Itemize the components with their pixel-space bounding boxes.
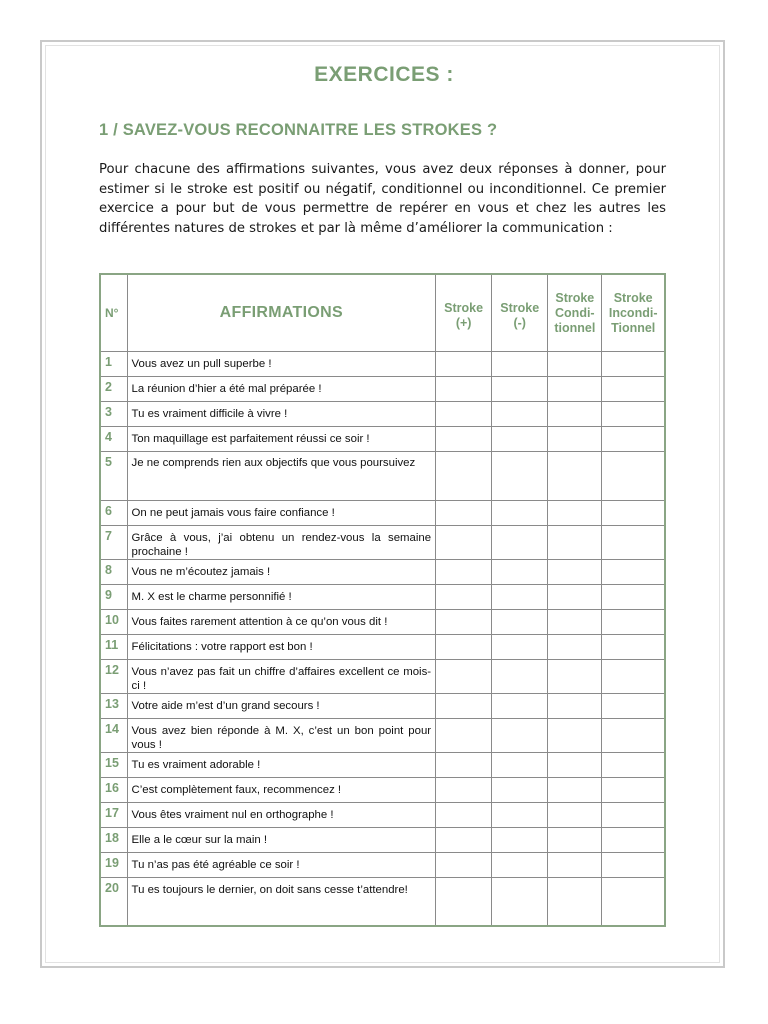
row-number: 10	[100, 609, 127, 634]
header-stroke-unconditional-line1: Stroke	[613, 291, 653, 305]
answer-cell-unconditional[interactable]	[602, 609, 665, 634]
row-statement: Ton maquillage est parfaitement réussi ce soir !	[127, 426, 436, 451]
answer-cell-conditional[interactable]	[548, 451, 602, 500]
answer-cell-positive[interactable]	[436, 802, 492, 827]
answer-cell-unconditional[interactable]	[602, 659, 665, 693]
row-number: 16	[100, 777, 127, 802]
answer-cell-conditional[interactable]	[548, 609, 602, 634]
header-stroke-negative-line1: Stroke	[500, 300, 540, 315]
answer-cell-conditional[interactable]	[548, 525, 602, 559]
table-row	[100, 852, 665, 877]
answer-cell-positive[interactable]	[436, 659, 492, 693]
answer-cell-conditional[interactable]	[548, 852, 602, 877]
answer-cell-positive[interactable]	[436, 401, 492, 426]
row-statement: Tu es toujours le dernier, on doit sans cesse t’attendre!	[127, 877, 436, 926]
answer-cell-conditional[interactable]	[548, 584, 602, 609]
row-number: 5	[100, 451, 127, 500]
header-stroke-conditional-line1: Stroke	[555, 291, 595, 305]
answer-cell-unconditional[interactable]	[602, 827, 665, 852]
row-statement: Félicitations : votre rapport est bon !	[127, 634, 436, 659]
answer-cell-conditional[interactable]	[548, 426, 602, 451]
table-row	[100, 401, 665, 426]
answer-cell-negative[interactable]	[492, 500, 548, 525]
header-stroke-positive-line1: Stroke	[444, 300, 484, 315]
table-header-row	[100, 274, 665, 351]
row-statement: Vous avez bien réponde à M. X, c’est un bon point pour vous !	[127, 718, 436, 752]
answer-cell-unconditional[interactable]	[602, 802, 665, 827]
answer-cell-negative[interactable]	[492, 827, 548, 852]
row-statement: Vous avez un pull superbe !	[127, 351, 436, 376]
table-row	[100, 718, 665, 752]
answer-cell-positive[interactable]	[436, 718, 492, 752]
table-row	[100, 584, 665, 609]
answer-cell-negative[interactable]	[492, 351, 548, 376]
answer-cell-positive[interactable]	[436, 877, 492, 926]
row-statement: Tu n’as pas été agréable ce soir !	[127, 852, 436, 877]
row-number: 19	[100, 852, 127, 877]
row-number: 2	[100, 376, 127, 401]
answer-cell-negative[interactable]	[492, 376, 548, 401]
answer-cell-conditional[interactable]	[548, 559, 602, 584]
header-stroke-negative	[492, 274, 548, 351]
answer-cell-negative[interactable]	[492, 525, 548, 559]
table-row	[100, 777, 665, 802]
answer-cell-positive[interactable]	[436, 351, 492, 376]
row-number: 20	[100, 877, 127, 926]
answer-cell-negative[interactable]	[492, 802, 548, 827]
header-stroke-conditional-line3: tionnel	[554, 321, 596, 335]
answer-cell-unconditional[interactable]	[602, 500, 665, 525]
header-stroke-positive-line2: (+)	[455, 315, 472, 330]
answer-cell-unconditional[interactable]	[602, 525, 665, 559]
answer-cell-positive[interactable]	[436, 752, 492, 777]
row-statement: Vous n’avez pas fait un chiffre d’affaires excellent ce mois-ci !	[127, 659, 436, 693]
answer-cell-conditional[interactable]	[548, 877, 602, 926]
answer-cell-conditional[interactable]	[548, 376, 602, 401]
row-statement: Votre aide m’est d’un grand secours !	[127, 693, 436, 718]
table-row	[100, 752, 665, 777]
answer-cell-positive[interactable]	[436, 584, 492, 609]
row-statement: M. X est le charme personnifié !	[127, 584, 436, 609]
answer-cell-unconditional[interactable]	[602, 693, 665, 718]
table-row	[100, 693, 665, 718]
answer-cell-unconditional[interactable]	[602, 351, 665, 376]
header-affirmations: AFFIRMATIONS	[127, 274, 436, 351]
header-stroke-conditional	[548, 274, 602, 351]
answer-cell-unconditional[interactable]	[602, 559, 665, 584]
answer-cell-conditional[interactable]	[548, 659, 602, 693]
table-row	[100, 877, 665, 926]
answer-cell-negative[interactable]	[492, 451, 548, 500]
answer-cell-unconditional[interactable]	[602, 718, 665, 752]
exercise-table	[99, 273, 666, 927]
table-row	[100, 451, 665, 500]
answer-cell-unconditional[interactable]	[602, 852, 665, 877]
answer-cell-negative[interactable]	[492, 877, 548, 926]
answer-cell-negative[interactable]	[492, 718, 548, 752]
answer-cell-conditional[interactable]	[548, 752, 602, 777]
answer-cell-conditional[interactable]	[548, 500, 602, 525]
row-statement: C’est complètement faux, recommencez !	[127, 777, 436, 802]
row-number: 12	[100, 659, 127, 693]
answer-cell-conditional[interactable]	[548, 634, 602, 659]
header-stroke-conditional-line2: Condi-	[555, 306, 595, 320]
answer-cell-unconditional[interactable]	[602, 584, 665, 609]
answer-cell-negative[interactable]	[492, 559, 548, 584]
answer-cell-positive[interactable]	[436, 693, 492, 718]
table-row	[100, 827, 665, 852]
answer-cell-positive[interactable]	[436, 451, 492, 500]
answer-cell-positive[interactable]	[436, 852, 492, 877]
row-number: 14	[100, 718, 127, 752]
row-number: 11	[100, 634, 127, 659]
answer-cell-unconditional[interactable]	[602, 777, 665, 802]
answer-cell-positive[interactable]	[436, 559, 492, 584]
table-row	[100, 500, 665, 525]
header-stroke-unconditional-line2: Incondi-	[608, 306, 658, 320]
answer-cell-unconditional[interactable]	[602, 376, 665, 401]
answer-cell-positive[interactable]	[436, 777, 492, 802]
row-statement: Vous êtes vraiment nul en orthographe !	[127, 802, 436, 827]
answer-cell-conditional[interactable]	[548, 718, 602, 752]
table-row	[100, 376, 665, 401]
answer-cell-unconditional[interactable]	[602, 877, 665, 926]
answer-cell-conditional[interactable]	[548, 351, 602, 376]
answer-cell-negative[interactable]	[492, 852, 548, 877]
table-row	[100, 351, 665, 376]
answer-cell-negative[interactable]	[492, 584, 548, 609]
row-statement: Je ne comprends rien aux objectifs que vous poursuivez	[127, 451, 436, 500]
table-row	[100, 634, 665, 659]
answer-cell-negative[interactable]	[492, 426, 548, 451]
answer-cell-positive[interactable]	[436, 376, 492, 401]
page-title: EXERCICES :	[314, 63, 454, 86]
row-statement: Vous ne m’écoutez jamais !	[127, 559, 436, 584]
row-number: 3	[100, 401, 127, 426]
answer-cell-negative[interactable]	[492, 634, 548, 659]
section-title: 1 / SAVEZ-VOUS RECONNAITRE LES STROKES ?	[99, 121, 498, 139]
row-statement: Grâce à vous, j’ai obtenu un rendez-vous la semaine prochaine !	[127, 525, 436, 559]
row-statement: On ne peut jamais vous faire confiance !	[127, 500, 436, 525]
answer-cell-unconditional[interactable]	[602, 426, 665, 451]
row-number: 7	[100, 525, 127, 559]
answer-cell-unconditional[interactable]	[602, 634, 665, 659]
answer-cell-conditional[interactable]	[548, 827, 602, 852]
row-number: 18	[100, 827, 127, 852]
row-number: 9	[100, 584, 127, 609]
row-number: 13	[100, 693, 127, 718]
table-row	[100, 659, 665, 693]
answer-cell-positive[interactable]	[436, 827, 492, 852]
answer-cell-conditional[interactable]	[548, 401, 602, 426]
row-number: 15	[100, 752, 127, 777]
table-row	[100, 559, 665, 584]
row-number: 8	[100, 559, 127, 584]
answer-cell-unconditional[interactable]	[602, 451, 665, 500]
answer-cell-conditional[interactable]	[548, 693, 602, 718]
header-stroke-unconditional	[602, 274, 665, 351]
row-statement: Vous faites rarement attention à ce qu’on vous dit !	[127, 609, 436, 634]
answer-cell-positive[interactable]	[436, 500, 492, 525]
row-number: 4	[100, 426, 127, 451]
answer-cell-conditional[interactable]	[548, 777, 602, 802]
row-statement: Tu es vraiment difficile à vivre !	[127, 401, 436, 426]
row-number: 1	[100, 351, 127, 376]
table-row	[100, 609, 665, 634]
answer-cell-negative[interactable]	[492, 693, 548, 718]
header-stroke-negative-line2: (-)	[513, 315, 526, 330]
header-number: N°	[100, 274, 127, 351]
header-stroke-unconditional-line3: Tionnel	[611, 321, 656, 335]
table-row	[100, 525, 665, 559]
row-statement: Elle a le cœur sur la main !	[127, 827, 436, 852]
answer-cell-positive[interactable]	[436, 609, 492, 634]
answer-cell-positive[interactable]	[436, 426, 492, 451]
answer-cell-conditional[interactable]	[548, 802, 602, 827]
row-number: 6	[100, 500, 127, 525]
table-row	[100, 802, 665, 827]
answer-cell-negative[interactable]	[492, 609, 548, 634]
answer-cell-negative[interactable]	[492, 659, 548, 693]
answer-cell-positive[interactable]	[436, 525, 492, 559]
header-stroke-positive	[436, 274, 492, 351]
row-statement: Tu es vraiment adorable !	[127, 752, 436, 777]
answer-cell-unconditional[interactable]	[602, 401, 665, 426]
table-row	[100, 426, 665, 451]
row-statement: La réunion d’hier a été mal préparée !	[127, 376, 436, 401]
answer-cell-negative[interactable]	[492, 401, 548, 426]
intro-paragraph: Pour chacune des affirmations suivantes, vous avez deux réponses à donner, pour estimer si le stroke est positif ou négatif, conditionnel ou inconditionnel. Ce premier exercice a pour but de vous permettre de repérer en vous et chez les autres les différentes natures de strokes et par là même d’améliorer la communication :	[99, 162, 666, 236]
answer-cell-negative[interactable]	[492, 752, 548, 777]
answer-cell-positive[interactable]	[436, 634, 492, 659]
row-number: 17	[100, 802, 127, 827]
answer-cell-unconditional[interactable]	[602, 752, 665, 777]
answer-cell-negative[interactable]	[492, 777, 548, 802]
